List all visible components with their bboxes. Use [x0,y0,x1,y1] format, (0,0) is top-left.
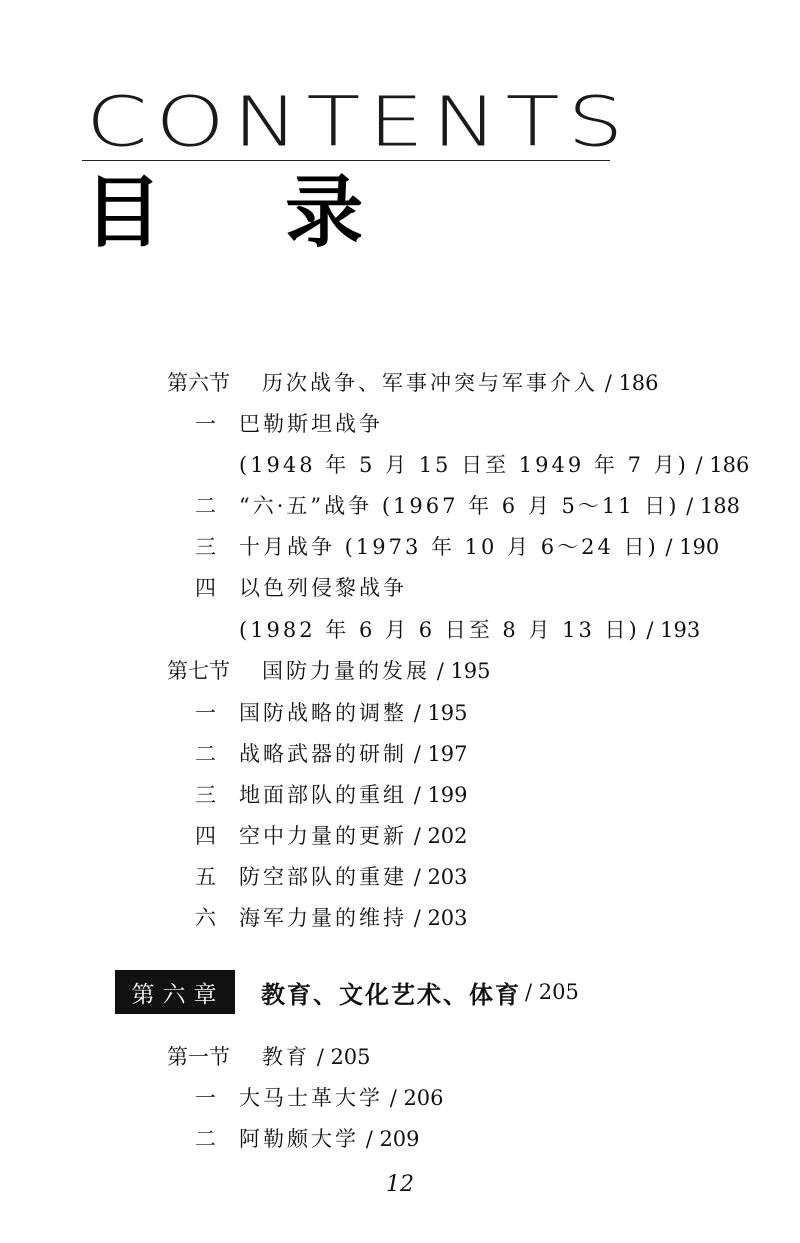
section-label: 第七节 [167,659,230,683]
item-number: 二 [195,1127,216,1151]
toc-item[interactable] [195,1127,420,1151]
page-ref: / 193 [646,618,701,642]
item-title: 大马士革大学 [239,1086,383,1110]
item-number: 三 [195,783,216,807]
contents-heading-en: CONTENTS [86,81,632,163]
item-title: 国防战略的调整 [239,701,407,725]
page-ref: / 186 [695,453,750,477]
item-number: 三 [195,535,216,559]
section-label: 第六节 [167,371,230,395]
page-ref: / 206 [389,1086,444,1110]
page-ref: / 197 [413,742,468,766]
item-title: (1948 年 5 月 15 日至 1949 年 7 月) [239,453,689,477]
chapter-label: 第六章 [115,970,235,1014]
page-ref: / 199 [413,783,468,807]
page-ref: / 203 [413,906,468,930]
page-ref: / 190 [665,535,720,559]
toc-item[interactable] [195,412,383,436]
toc-chapter-6[interactable] [115,970,579,1014]
item-number: 二 [195,742,216,766]
section-title: 教育 [262,1045,310,1069]
contents-heading-zh: 目 录 [84,168,412,258]
page-ref: / 186 [604,371,659,395]
item-number: 一 [195,701,216,725]
toc-item[interactable] [195,576,407,600]
page-ref: / 202 [413,824,468,848]
page-number: 12 [386,1172,414,1197]
page-ref: / 209 [365,1127,420,1151]
section-title: 国防力量的发展 [262,659,430,683]
toc-item[interactable] [195,824,468,848]
page-ref: / 205 [316,1045,371,1069]
toc-section-6[interactable] [167,371,659,395]
toc-item[interactable] [195,494,740,518]
item-number: 二 [195,494,216,518]
item-title: “六·五”战争 (1967 年 6 月 5～11 日) [239,494,680,518]
toc-item-continuation[interactable] [239,453,749,477]
item-number: 六 [195,906,216,930]
toc-section-7[interactable] [167,659,491,683]
item-number: 一 [195,1086,216,1110]
item-title: 战略武器的研制 [239,742,407,766]
item-title: 地面部队的重组 [239,783,407,807]
toc-item[interactable] [195,906,468,930]
toc-item[interactable] [195,701,468,725]
item-title: 海军力量的维持 [239,906,407,930]
item-title: 十月战争 (1973 年 10 月 6～24 日) [239,535,659,559]
page-ref: / 203 [413,865,468,889]
toc-item[interactable] [195,535,719,559]
toc-item[interactable] [195,742,468,766]
section-title: 历次战争、军事冲突与军事介入 [262,371,598,395]
heading-divider [82,160,610,161]
page-ref: / 195 [436,659,491,683]
toc-item[interactable] [195,865,468,889]
section-label: 第一节 [167,1045,230,1069]
page-ref: / 188 [686,494,741,518]
item-title: 阿勒颇大学 [239,1127,359,1151]
page-ref: / 205 [525,980,579,1004]
item-title: 以色列侵黎战争 [239,576,407,600]
item-title: 空中力量的更新 [239,824,407,848]
toc-item[interactable] [195,1086,444,1110]
item-title: 防空部队的重建 [239,865,407,889]
item-title: 巴勒斯坦战争 [239,412,383,436]
toc-section-1[interactable] [167,1045,371,1069]
item-number: 四 [195,824,216,848]
page-ref: / 195 [413,701,468,725]
item-number: 四 [195,576,216,600]
toc-item-continuation[interactable] [239,618,700,642]
item-number: 五 [195,865,216,889]
toc-item[interactable] [195,783,468,807]
item-title: (1982 年 6 月 6 日至 8 月 13 日) [239,618,640,642]
item-number: 一 [195,412,216,436]
chapter-title: 教育、文化艺术、体育 [261,979,521,1009]
